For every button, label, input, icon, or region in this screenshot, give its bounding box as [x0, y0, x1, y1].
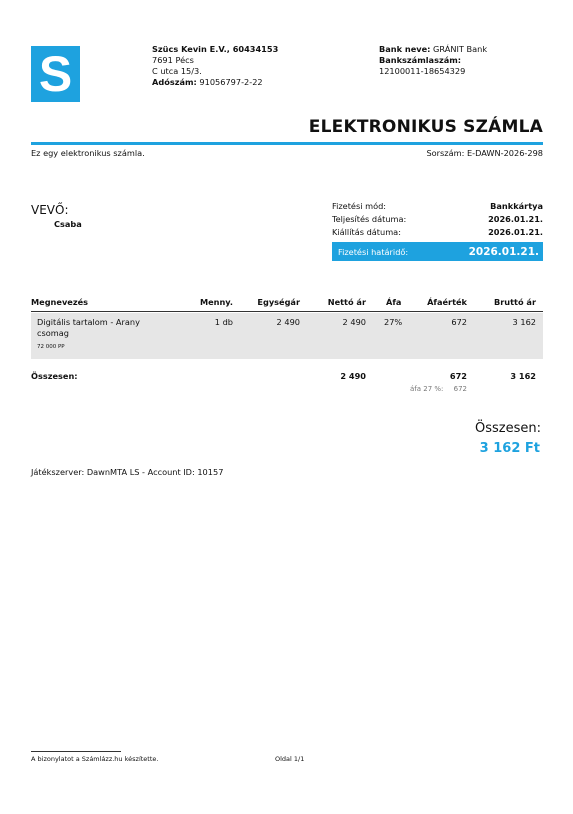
payment-method: Bankkártya — [490, 201, 543, 211]
title-divider — [31, 142, 543, 145]
footer-divider — [31, 751, 121, 752]
item-qty: 1 db — [214, 317, 233, 327]
item-vat: 27% — [384, 317, 403, 327]
footer-credit: A bizonylatot a Számlázz.hu készítette. — [31, 755, 159, 763]
fulfillment-label: Teljesítés dátuma: — [332, 214, 407, 224]
seller-tax-label: Adószám: — [152, 77, 197, 87]
bank-account-label: Bankszámlaszám: — [379, 55, 462, 65]
seller-street: C utca 15/3. — [152, 66, 202, 76]
due-label: Fizetési határidő: — [338, 247, 409, 257]
buyer-label: VEVŐ: — [31, 203, 69, 217]
issue-label: Kiállítás dátuma: — [332, 227, 401, 237]
total-vat-value: 672 — [449, 371, 467, 381]
fulfillment-date: 2026.01.21. — [488, 214, 543, 224]
invoice-comment: Játékszerver: DawnMTA LS - Account ID: 10157 — [31, 467, 224, 477]
grand-total-value: 3 162 Ft — [479, 441, 540, 456]
seller-name: Szücs Kevin E.V., 60434153 — [152, 44, 279, 54]
vat-breakdown-value: 672 — [453, 385, 467, 393]
company-logo — [31, 46, 80, 102]
col-header-vat: Áfa — [386, 297, 402, 307]
col-header-vat-value: Áfaérték — [427, 297, 467, 307]
bank-account: 12100011-18654329 — [379, 66, 466, 76]
grand-total-label: Összesen: — [475, 421, 541, 436]
bank-block — [379, 44, 487, 77]
electronic-note: Ez egy elektronikus számla. — [31, 148, 145, 158]
item-net: 2 490 — [342, 317, 366, 327]
col-header-unit-price: Egységár — [257, 297, 300, 307]
seller-tax — [152, 77, 278, 88]
col-header-net: Nettó ár — [327, 297, 366, 307]
issue-date: 2026.01.21. — [488, 227, 543, 237]
invoice-number: Sorszám: E-DAWN-2026-298 — [426, 148, 543, 158]
vat-breakdown-label: áfa 27 %: — [410, 385, 444, 393]
seller-zip-city: 7691 Pécs — [152, 55, 194, 65]
item-unit-price: 2 490 — [276, 317, 300, 327]
payment-method-label: Fizetési mód: — [332, 201, 387, 211]
item-name-line2: csomag — [37, 328, 69, 338]
total-net: 2 490 — [340, 371, 366, 381]
due-date: 2026.01.21. — [468, 246, 539, 258]
buyer-name: Csaba — [54, 219, 82, 229]
item-vat-value: 672 — [451, 317, 467, 327]
seller-block — [152, 44, 278, 88]
seller-tax-number: 91056797-2-22 — [199, 77, 263, 87]
logo-letter: S — [38, 46, 73, 102]
table-header-divider — [31, 311, 543, 312]
total-label: Összesen: — [31, 371, 78, 381]
item-sub: 72 000 PP — [37, 344, 65, 350]
col-header-name: Megnevezés — [31, 297, 89, 307]
col-header-gross: Bruttó ár — [494, 297, 536, 307]
item-name-line1: Digitális tartalom - Arany — [37, 317, 140, 327]
total-gross: 3 162 — [510, 371, 536, 381]
page-number: Oldal 1/1 — [275, 755, 305, 763]
item-gross: 3 162 — [512, 317, 536, 327]
col-header-qty: Menny. — [199, 297, 233, 307]
invoice-title: ELEKTRONIKUS SZÁMLA — [308, 117, 543, 137]
bank-name-label: Bank neve: — [379, 44, 431, 54]
bank-name: GRÁNIT Bank — [433, 44, 488, 54]
